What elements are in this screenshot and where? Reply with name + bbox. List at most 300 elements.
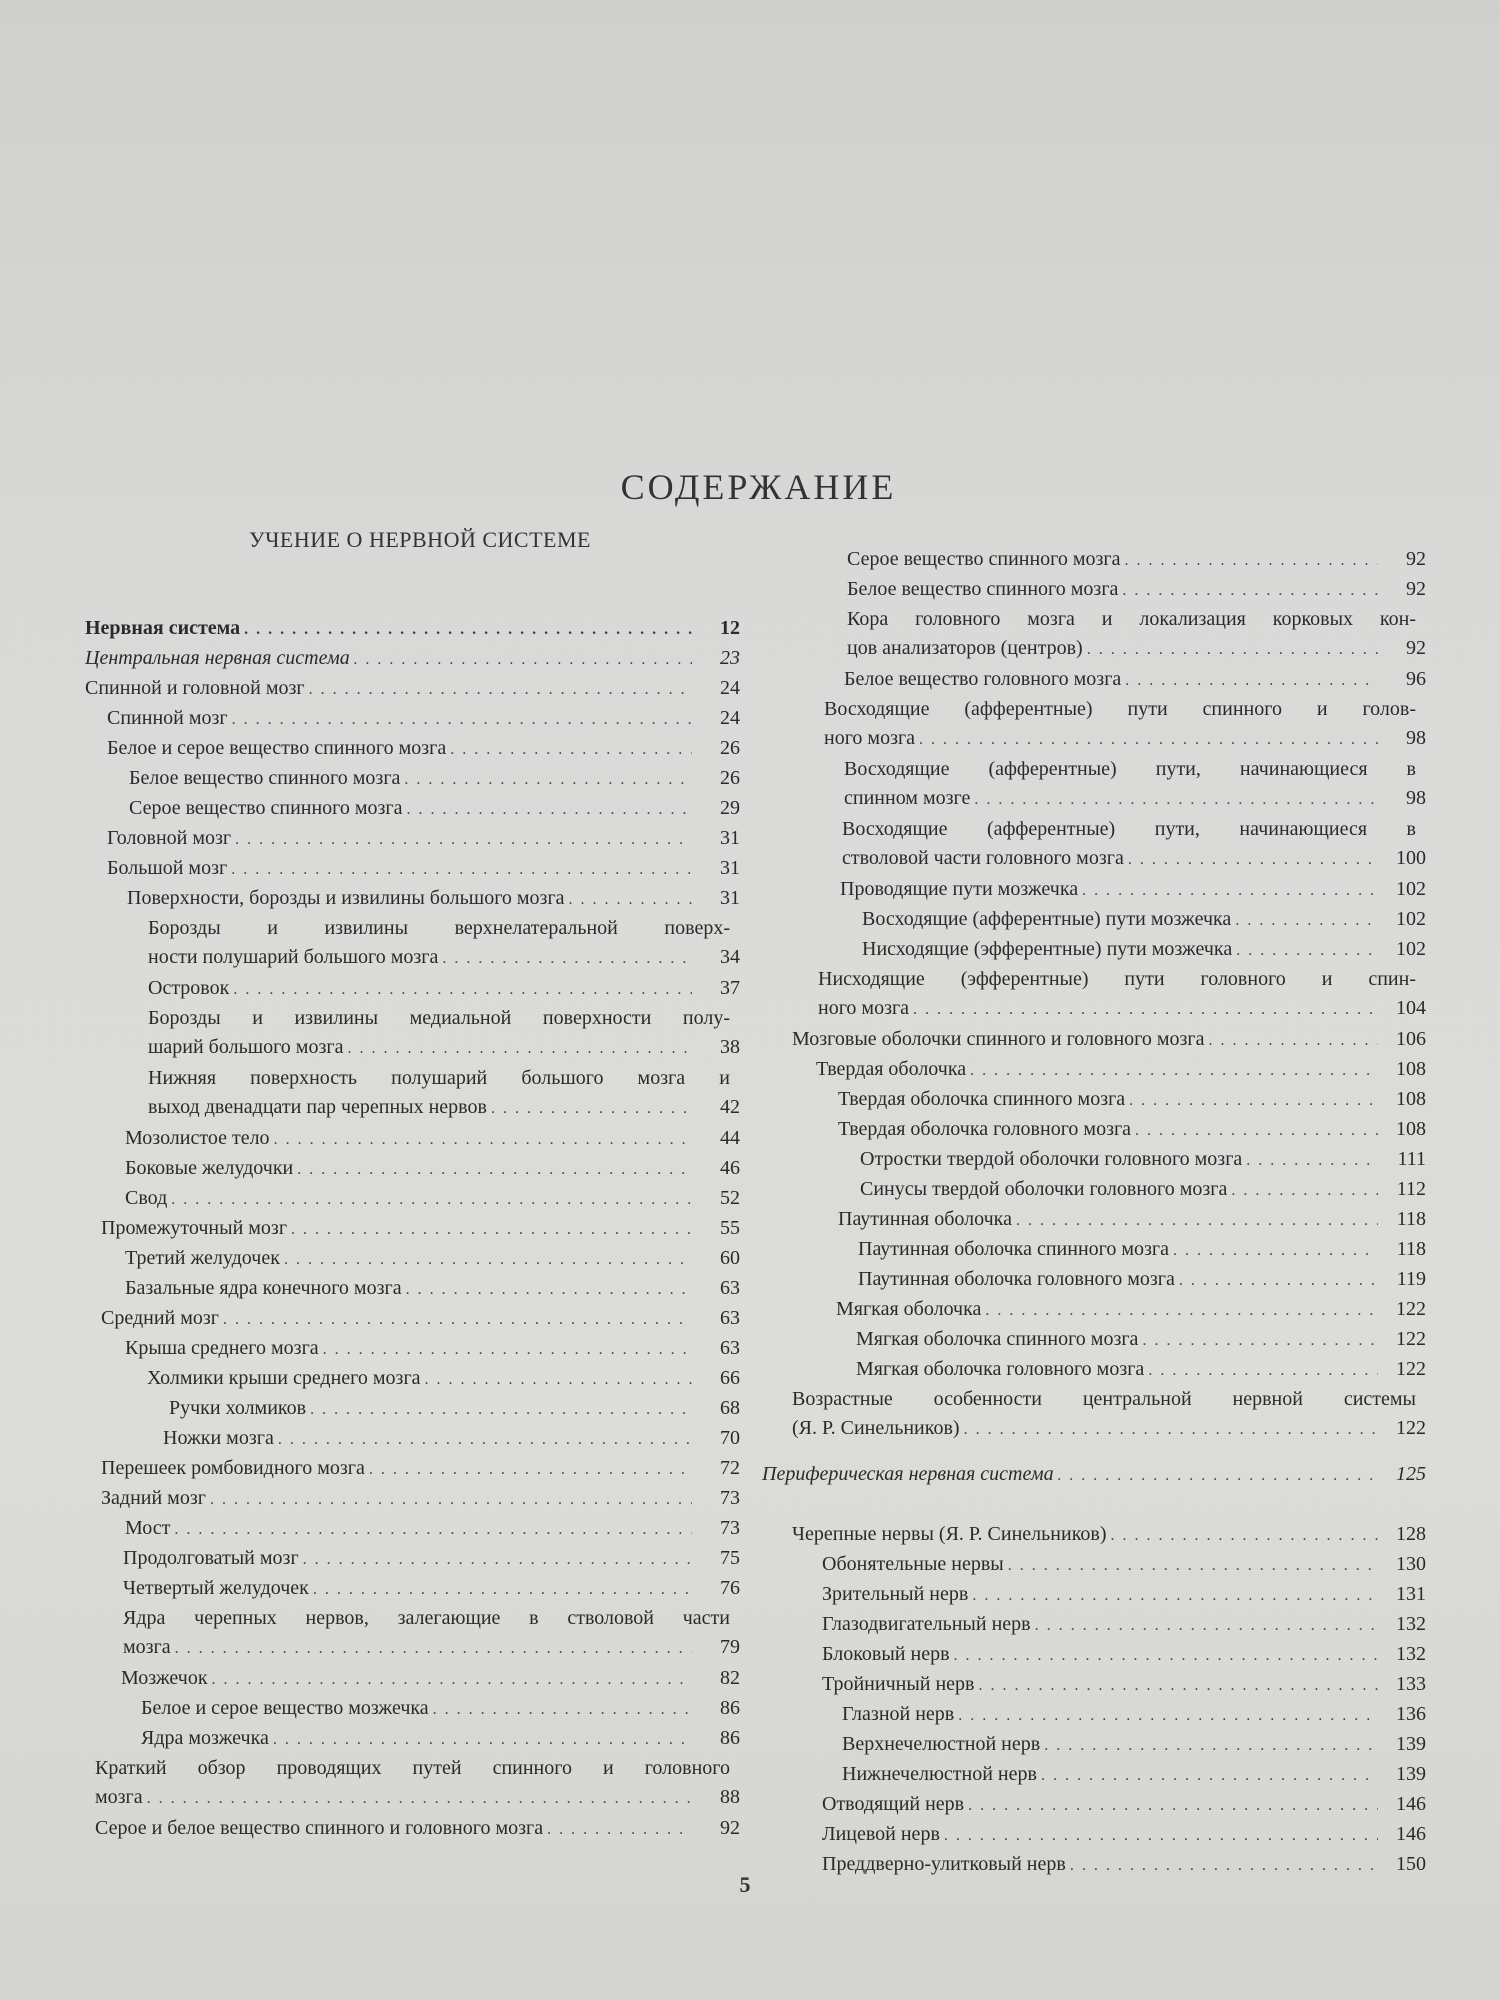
toc-page-number: 44 [720,1127,740,1149]
toc-entry[interactable] [762,1385,1426,1443]
toc-entry[interactable] [762,815,1426,873]
toc-entry-label: Глазодвигательный нерв [822,1613,1031,1635]
toc-page-number: 136 [1396,1703,1426,1725]
toc-entry[interactable] [85,1214,740,1243]
toc-entry-label: Перешеек ромбовидного мозга [101,1457,365,1479]
toc-entry-label: Лицевой нерв [822,1823,940,1845]
toc-entry-label: Базальные ядра конечного мозга [125,1277,402,1299]
toc-entry-label: Мягкая оболочка [836,1298,982,1320]
toc-entry[interactable] [762,1085,1426,1114]
toc-page-number: 112 [1396,1178,1426,1200]
toc-entry-label: ности полушарий большого мозга [148,946,439,968]
toc-entry-label: Зрительный нерв [822,1583,969,1605]
toc-entry-label: Восходящие (афферентные) пути, начинающиеся в [842,818,1416,840]
toc-entry-label: Глазной нерв [842,1703,955,1725]
toc-entry-label: Поверхности, борозды и извилины большого мозга [127,887,565,909]
toc-entry-label: Твердая оболочка головного мозга [838,1118,1132,1140]
toc-page-number: 79 [720,1636,740,1658]
toc-entry[interactable] [762,545,1426,574]
toc-page-number: 73 [720,1517,740,1539]
toc-entry-label: Паутинная оболочка головного мозга [858,1268,1175,1290]
toc-entry-label: Паутинная оболочка [838,1208,1012,1230]
toc-entry-label: Тройничный нерв [822,1673,975,1695]
toc-entry-label: Восходящие (афферентные) пути спинного и голов- [824,698,1416,720]
toc-entry[interactable] [762,935,1426,964]
toc-entry-label: Белое и серое вещество мозжечка [141,1697,429,1719]
toc-page-number: 63 [720,1307,740,1329]
toc-entry-label: Твердая оболочка спинного мозга [838,1088,1126,1110]
toc-page-number: 119 [1396,1268,1426,1290]
toc-entry[interactable] [762,965,1426,1023]
dot-leader [974,785,1378,814]
dot-leader [274,1125,692,1154]
toc-entry-label: Периферическая нервная система [762,1463,1054,1485]
toc-entry-label: Большой мозг [107,857,228,879]
toc-page-number: 108 [1396,1088,1426,1110]
dot-leader [297,1155,692,1184]
dot-leader [1142,1326,1378,1355]
toc-entry[interactable] [85,1604,740,1662]
toc-entry-label: Серое и белое вещество спинного и головного мозга [95,1817,544,1839]
toc-entry[interactable] [85,1694,740,1723]
toc-page-number: 82 [720,1667,740,1689]
dot-leader [1122,576,1378,605]
toc-page-number: 26 [720,737,740,759]
toc-page-number: 66 [720,1367,740,1389]
toc-entry[interactable] [85,1514,740,1543]
dot-leader [1016,1206,1378,1235]
toc-entry-label: Мягкая оболочка головного мозга [856,1358,1145,1380]
dot-leader [1035,1611,1378,1640]
toc-entry[interactable] [85,1154,740,1183]
dot-leader [404,765,692,794]
dot-leader [233,975,692,1004]
dot-leader [964,1415,1378,1444]
toc-page-number: 125 [1396,1463,1426,1485]
toc-entry-label: Крыша среднего мозга [125,1337,319,1359]
toc-entry-label: Ножки мозга [163,1427,274,1449]
dot-leader [407,795,692,824]
toc-entry[interactable] [85,1544,740,1573]
toc-page-number: 92 [720,1817,740,1839]
toc-entry-label: Нисходящие (эфферентные) пути головного и спин- [818,968,1416,990]
toc-page-number: 139 [1396,1733,1426,1755]
toc-entry-label: Нижнечелюстной нерв [842,1763,1037,1785]
dot-leader [210,1485,692,1514]
dot-leader [1128,845,1378,874]
toc-entry-label: Головной мозг [107,827,232,849]
toc-entry-label: Проводящие пути мозжечка [840,878,1079,900]
toc-page-number: 24 [720,707,740,729]
toc-entry-label: Центральная нервная система [85,647,350,669]
dot-leader [1082,876,1378,905]
toc-entry-label: Продолговатый мозг [123,1547,299,1569]
toc-entry-label: Островок [148,977,230,999]
toc-page-number: 60 [720,1247,740,1269]
dot-leader [1125,666,1378,695]
toc-page-number: 31 [720,827,740,849]
toc-page-number: 102 [1396,908,1426,930]
toc-entry[interactable] [762,875,1426,904]
toc-entry-label: Восходящие (афферентные) пути мозжечка [862,908,1232,930]
toc-page-number: 118 [1396,1238,1426,1260]
toc-entry[interactable] [762,1610,1426,1639]
toc-page-number: 131 [1396,1583,1426,1605]
toc-entry[interactable] [762,1670,1426,1699]
dot-leader [273,1725,692,1754]
toc-entry-label: Отростки твердой оболочки головного мозга [860,1148,1243,1170]
toc-page-number: 92 [1406,637,1426,659]
toc-page-number: 98 [1406,787,1426,809]
toc-entry[interactable] [762,1355,1426,1384]
toc-page-number: 122 [1396,1328,1426,1350]
toc-page-number: 23 [720,647,740,669]
toc-entry-label: мозга [123,1636,171,1658]
toc-page-number: 75 [720,1547,740,1569]
toc-page-number: 146 [1396,1823,1426,1845]
toc-entry-label: Промежуточный мозг [101,1217,288,1239]
toc-entry-label: Спинной и головной мозг [85,677,305,699]
toc-page-number: 29 [720,797,740,819]
toc-page-number: 122 [1396,1298,1426,1320]
toc-entry-label: Синусы твердой оболочки головного мозга [860,1178,1228,1200]
toc-page-number: 146 [1396,1793,1426,1815]
toc-entry-label: Мозолистое тело [125,1127,270,1149]
toc-entry[interactable] [85,1004,740,1062]
toc-page-number: 37 [720,977,740,999]
toc-entry-label: Ручки холмиков [169,1397,307,1419]
toc-entry-label: Мозговые оболочки спинного и головного мозга [792,1028,1205,1050]
dot-leader [310,1395,692,1424]
dot-leader [425,1365,692,1394]
toc-entry-label: Восходящие (афферентные) пути, начинающиеся в [844,758,1416,780]
dot-leader [1179,1266,1378,1295]
toc-page-number: 73 [720,1487,740,1509]
dot-leader [985,1296,1378,1325]
toc-page-number: 86 [720,1697,740,1719]
toc-entry[interactable] [762,1580,1426,1609]
toc-entry-label: Белое вещество головного мозга [844,668,1122,690]
dot-leader [1236,936,1378,965]
toc-entry[interactable] [85,1664,740,1693]
dot-leader [979,1671,1379,1700]
dot-leader [232,705,692,734]
toc-entry-label: стволовой части головного мозга [842,847,1124,869]
toc-entry[interactable] [85,734,740,763]
toc-entry[interactable] [85,764,740,793]
toc-page-number: 12 [720,617,740,639]
toc-entry-label: Холмики крыши среднего мозга [147,1367,421,1389]
toc-entry[interactable] [762,1265,1426,1294]
toc-entry[interactable] [85,1274,740,1303]
toc-page-number: 92 [1406,548,1426,570]
toc-entry-label: ного мозга [824,727,916,749]
toc-page-number: 150 [1396,1853,1426,1875]
toc-page-number: 63 [720,1337,740,1359]
dot-leader [944,1821,1378,1850]
toc-entry[interactable] [85,1454,740,1483]
toc-entry[interactable] [85,1754,740,1812]
toc-entry[interactable] [85,1394,740,1423]
dot-leader [1246,1146,1378,1175]
toc-page-number: 42 [720,1096,740,1118]
toc-entry[interactable] [85,1814,740,1843]
toc-entry-label: цов анализаторов (центров) [847,637,1083,659]
toc-entry[interactable] [85,1574,740,1603]
dot-leader [547,1815,692,1844]
toc-entry-label: Мозжечок [121,1667,208,1689]
toc-page-number: 34 [720,946,740,968]
toc-page-number: 46 [720,1157,740,1179]
page-number: 5 [739,1872,751,1897]
dot-leader [1008,1551,1378,1580]
dot-leader [569,885,692,914]
toc-entry[interactable] [85,1244,740,1273]
toc-entry[interactable] [762,1145,1426,1174]
toc-entry-label: Верхнечелюстной нерв [842,1733,1041,1755]
dot-leader [212,1665,692,1694]
toc-page-number: 122 [1396,1358,1426,1380]
toc-page-number: 31 [720,857,740,879]
toc-entry[interactable] [85,704,740,733]
dot-leader [347,1034,692,1063]
toc-entry-label: Паутинная оболочка спинного мозга [858,1238,1169,1260]
dot-leader [1148,1356,1378,1385]
dot-leader [303,1545,692,1574]
toc-page-number: 96 [1406,668,1426,690]
toc-entry[interactable] [762,755,1426,813]
toc-entry[interactable] [85,1304,740,1333]
toc-entry[interactable] [762,1460,1426,1489]
toc-page-number: 111 [1397,1148,1426,1170]
toc-entry-label: Нижняя поверхность полушарий большого мозга и [148,1067,730,1089]
dot-leader [1235,906,1378,935]
toc-page-number: 63 [720,1277,740,1299]
toc-entry[interactable] [762,665,1426,694]
dot-leader [442,944,692,973]
toc-page-number: 132 [1396,1613,1426,1635]
toc-entry[interactable] [85,614,740,643]
toc-entry[interactable] [762,575,1426,604]
section-title: УЧЕНИЕ О НЕРВНОЙ СИСТЕМЕ [249,527,591,552]
toc-entry[interactable] [762,905,1426,934]
dot-leader [968,1791,1378,1820]
toc-entry-label: спинном мозге [844,787,971,809]
toc-entry-label: Мост [125,1517,171,1539]
toc-entry[interactable] [85,1064,740,1122]
toc-entry-label: Спинной мозг [107,707,228,729]
toc-entry[interactable] [762,1205,1426,1234]
dot-leader [1231,1176,1378,1205]
toc-entry-label: Блоковый нерв [822,1643,950,1665]
toc-page-number: 139 [1396,1763,1426,1785]
toc-entry[interactable] [762,1550,1426,1579]
dot-leader [1209,1026,1378,1055]
toc-entry-label: Свод [125,1187,168,1209]
toc-entry[interactable] [762,1790,1426,1819]
toc-page-number: 72 [720,1457,740,1479]
dot-leader [171,1185,692,1214]
toc-entry-label: (Я. Р. Синельников) [792,1417,960,1439]
toc-page-number: 38 [720,1036,740,1058]
dot-leader [491,1094,692,1123]
toc-page-number: 128 [1396,1523,1426,1545]
dot-leader [313,1575,692,1604]
dot-leader [223,1305,692,1334]
toc-page-number: 68 [720,1397,740,1419]
toc-entry[interactable] [85,974,740,1003]
toc-page-number: 106 [1396,1028,1426,1050]
toc-page-number: 76 [720,1577,740,1599]
toc-entry[interactable] [85,1184,740,1213]
dot-leader [147,1784,692,1813]
toc-entry[interactable] [85,854,740,883]
toc-entry-label: Белое вещество спинного мозга [129,767,401,789]
toc-entry-label: ного мозга [818,997,910,1019]
dot-leader [1173,1236,1378,1265]
dot-leader [309,675,692,704]
toc-page-number: 70 [720,1427,740,1449]
toc-entry-label: Черепные нервы (Я. Р. Синельников) [792,1523,1107,1545]
toc-page-number: 130 [1396,1553,1426,1575]
dot-leader [1058,1461,1378,1490]
toc-entry[interactable] [762,1175,1426,1204]
toc-entry-label: Нервная система [85,617,241,639]
toc-entry[interactable] [762,605,1426,663]
toc-page-number: 55 [720,1217,740,1239]
dot-leader [291,1215,692,1244]
dot-leader [958,1701,1378,1730]
toc-page-number: 102 [1396,938,1426,960]
dot-leader [406,1275,692,1304]
dot-leader [354,645,692,674]
toc-entry-label: Кора головного мозга и локализация корковых кон- [847,608,1416,630]
toc-entry-label: Задний мозг [101,1487,206,1509]
toc-entry-label: Белое и серое вещество спинного мозга [107,737,447,759]
toc-entry-label: Нисходящие (эфферентные) пути мозжечка [862,938,1233,960]
toc-entry[interactable] [762,1235,1426,1264]
toc-entry-label: Обонятельные нервы [822,1553,1004,1575]
toc-entry-label: Боковые желудочки [125,1157,294,1179]
toc-entry[interactable] [762,1730,1426,1759]
dot-leader [284,1245,692,1274]
toc-page-number: 92 [1406,578,1426,600]
toc-entry[interactable] [762,1055,1426,1084]
toc-entry[interactable] [85,1124,740,1153]
toc-entry[interactable] [85,674,740,703]
toc-entry-label: Борозды и извилины верхнелатеральной поверх- [148,917,730,939]
toc-entry[interactable] [762,1325,1426,1354]
toc-entry[interactable] [762,1640,1426,1669]
toc-entry[interactable] [85,824,740,853]
toc-page-number: 122 [1396,1417,1426,1439]
dot-leader [244,615,692,644]
toc-entry[interactable] [762,1025,1426,1054]
toc-entry[interactable] [85,794,740,823]
toc-page-number: 88 [720,1786,740,1808]
toc-page-number: 24 [720,677,740,699]
toc-entry-label: Твердая оболочка [816,1058,967,1080]
toc-entry[interactable] [85,1334,740,1363]
toc-entry[interactable] [85,1364,740,1393]
toc-entry[interactable] [762,1520,1426,1549]
toc-page-number: 31 [720,887,740,909]
toc-entry-label: Серое вещество спинного мозга [847,548,1121,570]
toc-entry-label: Ядра мозжечка [141,1727,269,1749]
dot-leader [954,1641,1378,1670]
toc-page-number: 132 [1396,1643,1426,1665]
toc-page-number: 26 [720,767,740,789]
dot-leader [235,825,692,854]
toc-page-number: 118 [1396,1208,1426,1230]
toc-entry[interactable] [762,1700,1426,1729]
toc-entry[interactable] [762,1295,1426,1324]
dot-leader [433,1695,692,1724]
dot-leader [1044,1731,1378,1760]
toc-entry-label: Отводящий нерв [822,1793,965,1815]
toc-entry[interactable] [762,695,1426,753]
toc-entry-label: мозга [95,1786,143,1808]
toc-entry[interactable] [85,1484,740,1513]
toc-entry-label: Третий желудочек [125,1247,280,1269]
dot-leader [970,1056,1378,1085]
toc-entry[interactable] [762,1820,1426,1849]
toc-entry-label: Мягкая оболочка спинного мозга [856,1328,1139,1350]
toc-page-number: 52 [720,1187,740,1209]
dot-leader [1129,1086,1378,1115]
toc-page-number: 108 [1396,1058,1426,1080]
toc-entry-label: Преддверно-улитковый нерв [822,1853,1066,1875]
toc-entry-label: шарий большого мозга [148,1036,344,1058]
toc-entry-label: Четвертый желудочек [123,1577,309,1599]
dot-leader [323,1335,692,1364]
toc-entry[interactable] [85,914,740,972]
toc-entry[interactable] [85,1724,740,1753]
toc-page-number: 98 [1406,727,1426,749]
toc-entry-label: Ядра черепных нервов, залегающие в стволовой части [123,1607,730,1629]
toc-page-number: 104 [1396,997,1426,1019]
dot-leader [1135,1116,1378,1145]
toc-entry[interactable] [762,1760,1426,1789]
toc-entry-label: Средний мозг [101,1307,219,1329]
dot-leader [175,1634,692,1663]
toc-entry[interactable] [85,884,740,913]
page-title: СОДЕРЖАНИЕ [620,467,897,507]
dot-leader [1087,635,1378,664]
dot-leader [174,1515,692,1544]
toc-entry[interactable] [85,1424,740,1453]
dot-leader [1125,546,1378,575]
dot-leader [278,1425,692,1454]
toc-entry[interactable] [85,644,740,673]
toc-page-number: 102 [1396,878,1426,900]
toc-entry[interactable] [762,1115,1426,1144]
dot-leader [231,855,692,884]
dot-leader [1111,1521,1379,1550]
dot-leader [1041,1761,1378,1790]
dot-leader [972,1581,1378,1610]
dot-leader [919,725,1378,754]
toc-entry-label: Белое вещество спинного мозга [847,578,1119,600]
dot-leader [450,735,692,764]
toc-page-number: 108 [1396,1118,1426,1140]
dot-leader [913,995,1378,1024]
toc-page-number: 133 [1396,1673,1426,1695]
toc-entry-label: Серое вещество спинного мозга [129,797,403,819]
toc-page-number: 86 [720,1727,740,1749]
toc-page-number: 100 [1396,847,1426,869]
toc-entry-label: Краткий обзор проводящих путей спинного и головного [95,1757,730,1779]
